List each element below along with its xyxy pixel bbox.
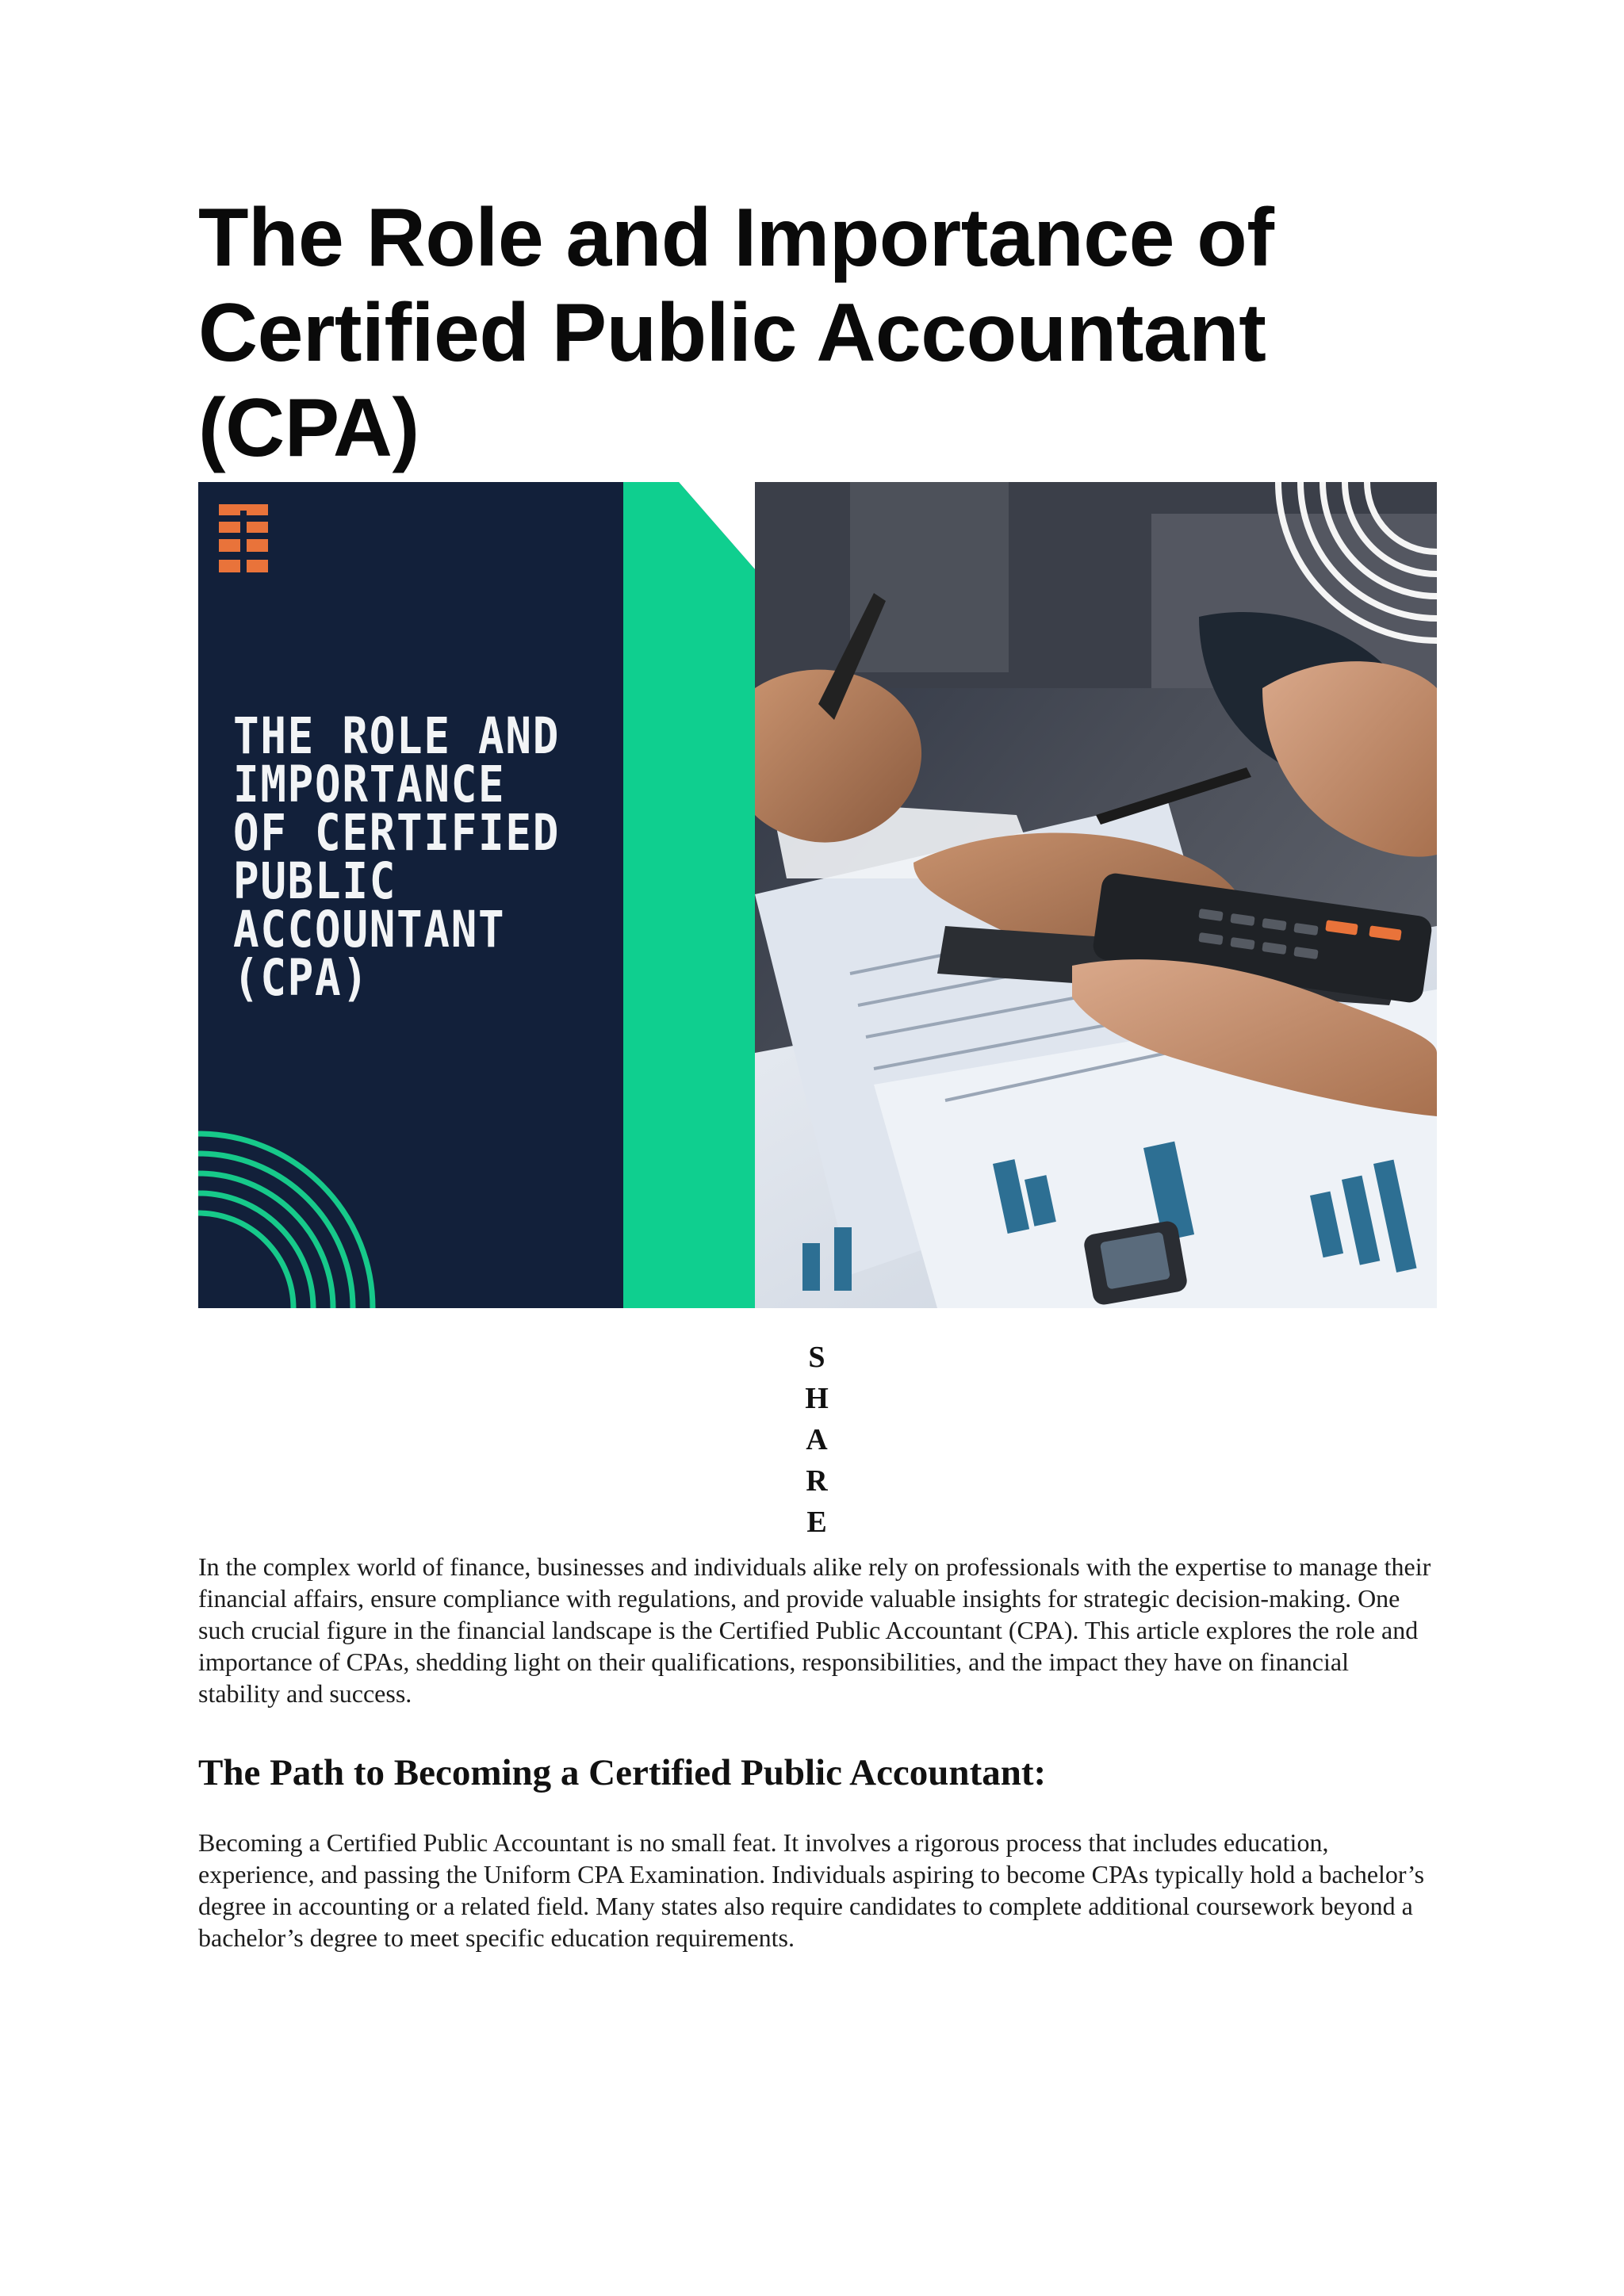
share-label[interactable] [198, 1337, 1435, 1543]
share-letter: A [806, 1423, 828, 1456]
hero-heading-line: IMPORTANCE [233, 756, 506, 813]
hero-left-panel [198, 482, 623, 1308]
hero-heading-line: THE ROLE AND [233, 707, 561, 765]
accountants-photo [755, 482, 1437, 1308]
share-letter: H [805, 1382, 829, 1415]
share-letter: R [806, 1464, 828, 1498]
share-letter: E [806, 1506, 827, 1539]
section-heading: The Path to Becoming a Certified Public Accountant: [198, 1752, 1047, 1793]
hero-heading-line: (CPA) [233, 949, 370, 1007]
hero-banner-image [198, 482, 1437, 1308]
hero-heading-line: PUBLIC [233, 852, 397, 910]
hero-heading-line: OF CERTIFIED [233, 804, 561, 862]
article-title: The Role and Importance of Certified Public Accountant (CPA) [198, 192, 1274, 474]
article [198, 190, 1435, 1954]
concentric-arcs-decoration [198, 482, 623, 1308]
share-letter: S [808, 1341, 825, 1374]
green-accent-stripe [623, 482, 755, 1308]
intro-paragraph: In the complex world of finance, businesses and individuals alike rely on professionals with the expertise to manage their financial affairs, ensure compliance with regulations, and provide valuable insights for strategic decision-making. One such crucial figure in the financial landscape is the Certified Public Accountant (CPA). This article explores the role and importance of CPAs, shedding light on their qualifications, responsibilities, and the impact they have on financial stability and success. [198, 1552, 1431, 1708]
section-paragraph: Becoming a Certified Public Accountant is no small feat. It involves a rigorous process that includes education, experience, and passing the Uniform CPA Examination. Individuals aspiring to become CPAs typically hold a bachelor’s degree in accounting or a related field. Many states also require candidates to complete additional coursework beyond a bachelor’s degree to meet specific education requirements. [198, 1828, 1425, 1952]
hero-heading-line: ACCOUNTANT [233, 901, 506, 959]
